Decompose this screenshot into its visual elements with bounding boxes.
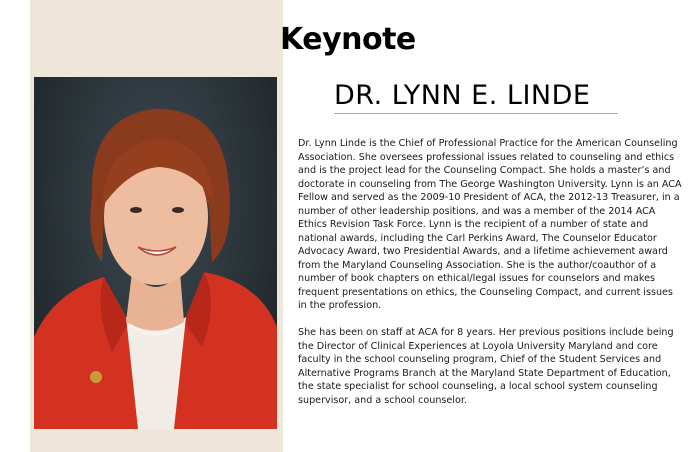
name-underline-divider [334, 113, 618, 114]
gold-brooch [90, 371, 102, 383]
speaker-name: DR. LYNN E. LINDE [334, 80, 591, 111]
speaker-bio [298, 137, 682, 421]
portrait-illustration [34, 77, 277, 429]
bio-paragraph-2: She has been on staff at ACA for 8 years. Her previous positions include being the Director of Clinical Experiences at Loyola University Maryland and core faculty in the school counseling program, Chief of the Student Services and Alternative Programs Branch at the Maryland State Department of Education, the state specialist for school counseling, a local school system counseling supervisor, and a school counselor. [298, 327, 674, 406]
keynote-heading: Keynote [280, 22, 416, 57]
red-jacket-right [169, 272, 277, 429]
speaker-portrait-photo [34, 77, 277, 429]
bio-paragraph-1: Dr. Lynn Linde is the Chief of Professional Practice for the American Counseling Association. She oversees professional issues related to counseling and ethics and is the project lead for the Counseling Compact. She holds a master’s and doctorate in counseling from The George Washington University. Lynn is an ACA Fellow and served as the 2009-10 President of ACA, the 2012-13 Treasurer, in a number of other leadership positions, and was a member of the 2014 ACA Ethics Revision Task Force. Lynn is the recipient of a number of state and national awards, including the Carl Perkins Award, The Counselor Educator Advocacy Award, two Presidential Awards, and a lifetime achievement award from the Maryland Counseling Association. She is the author/coauthor of a number of book chapters on ethical/legal issues for counselors and makes frequent presentations on ethics, the Counseling Compact, and current issues in the profession. [298, 138, 682, 311]
